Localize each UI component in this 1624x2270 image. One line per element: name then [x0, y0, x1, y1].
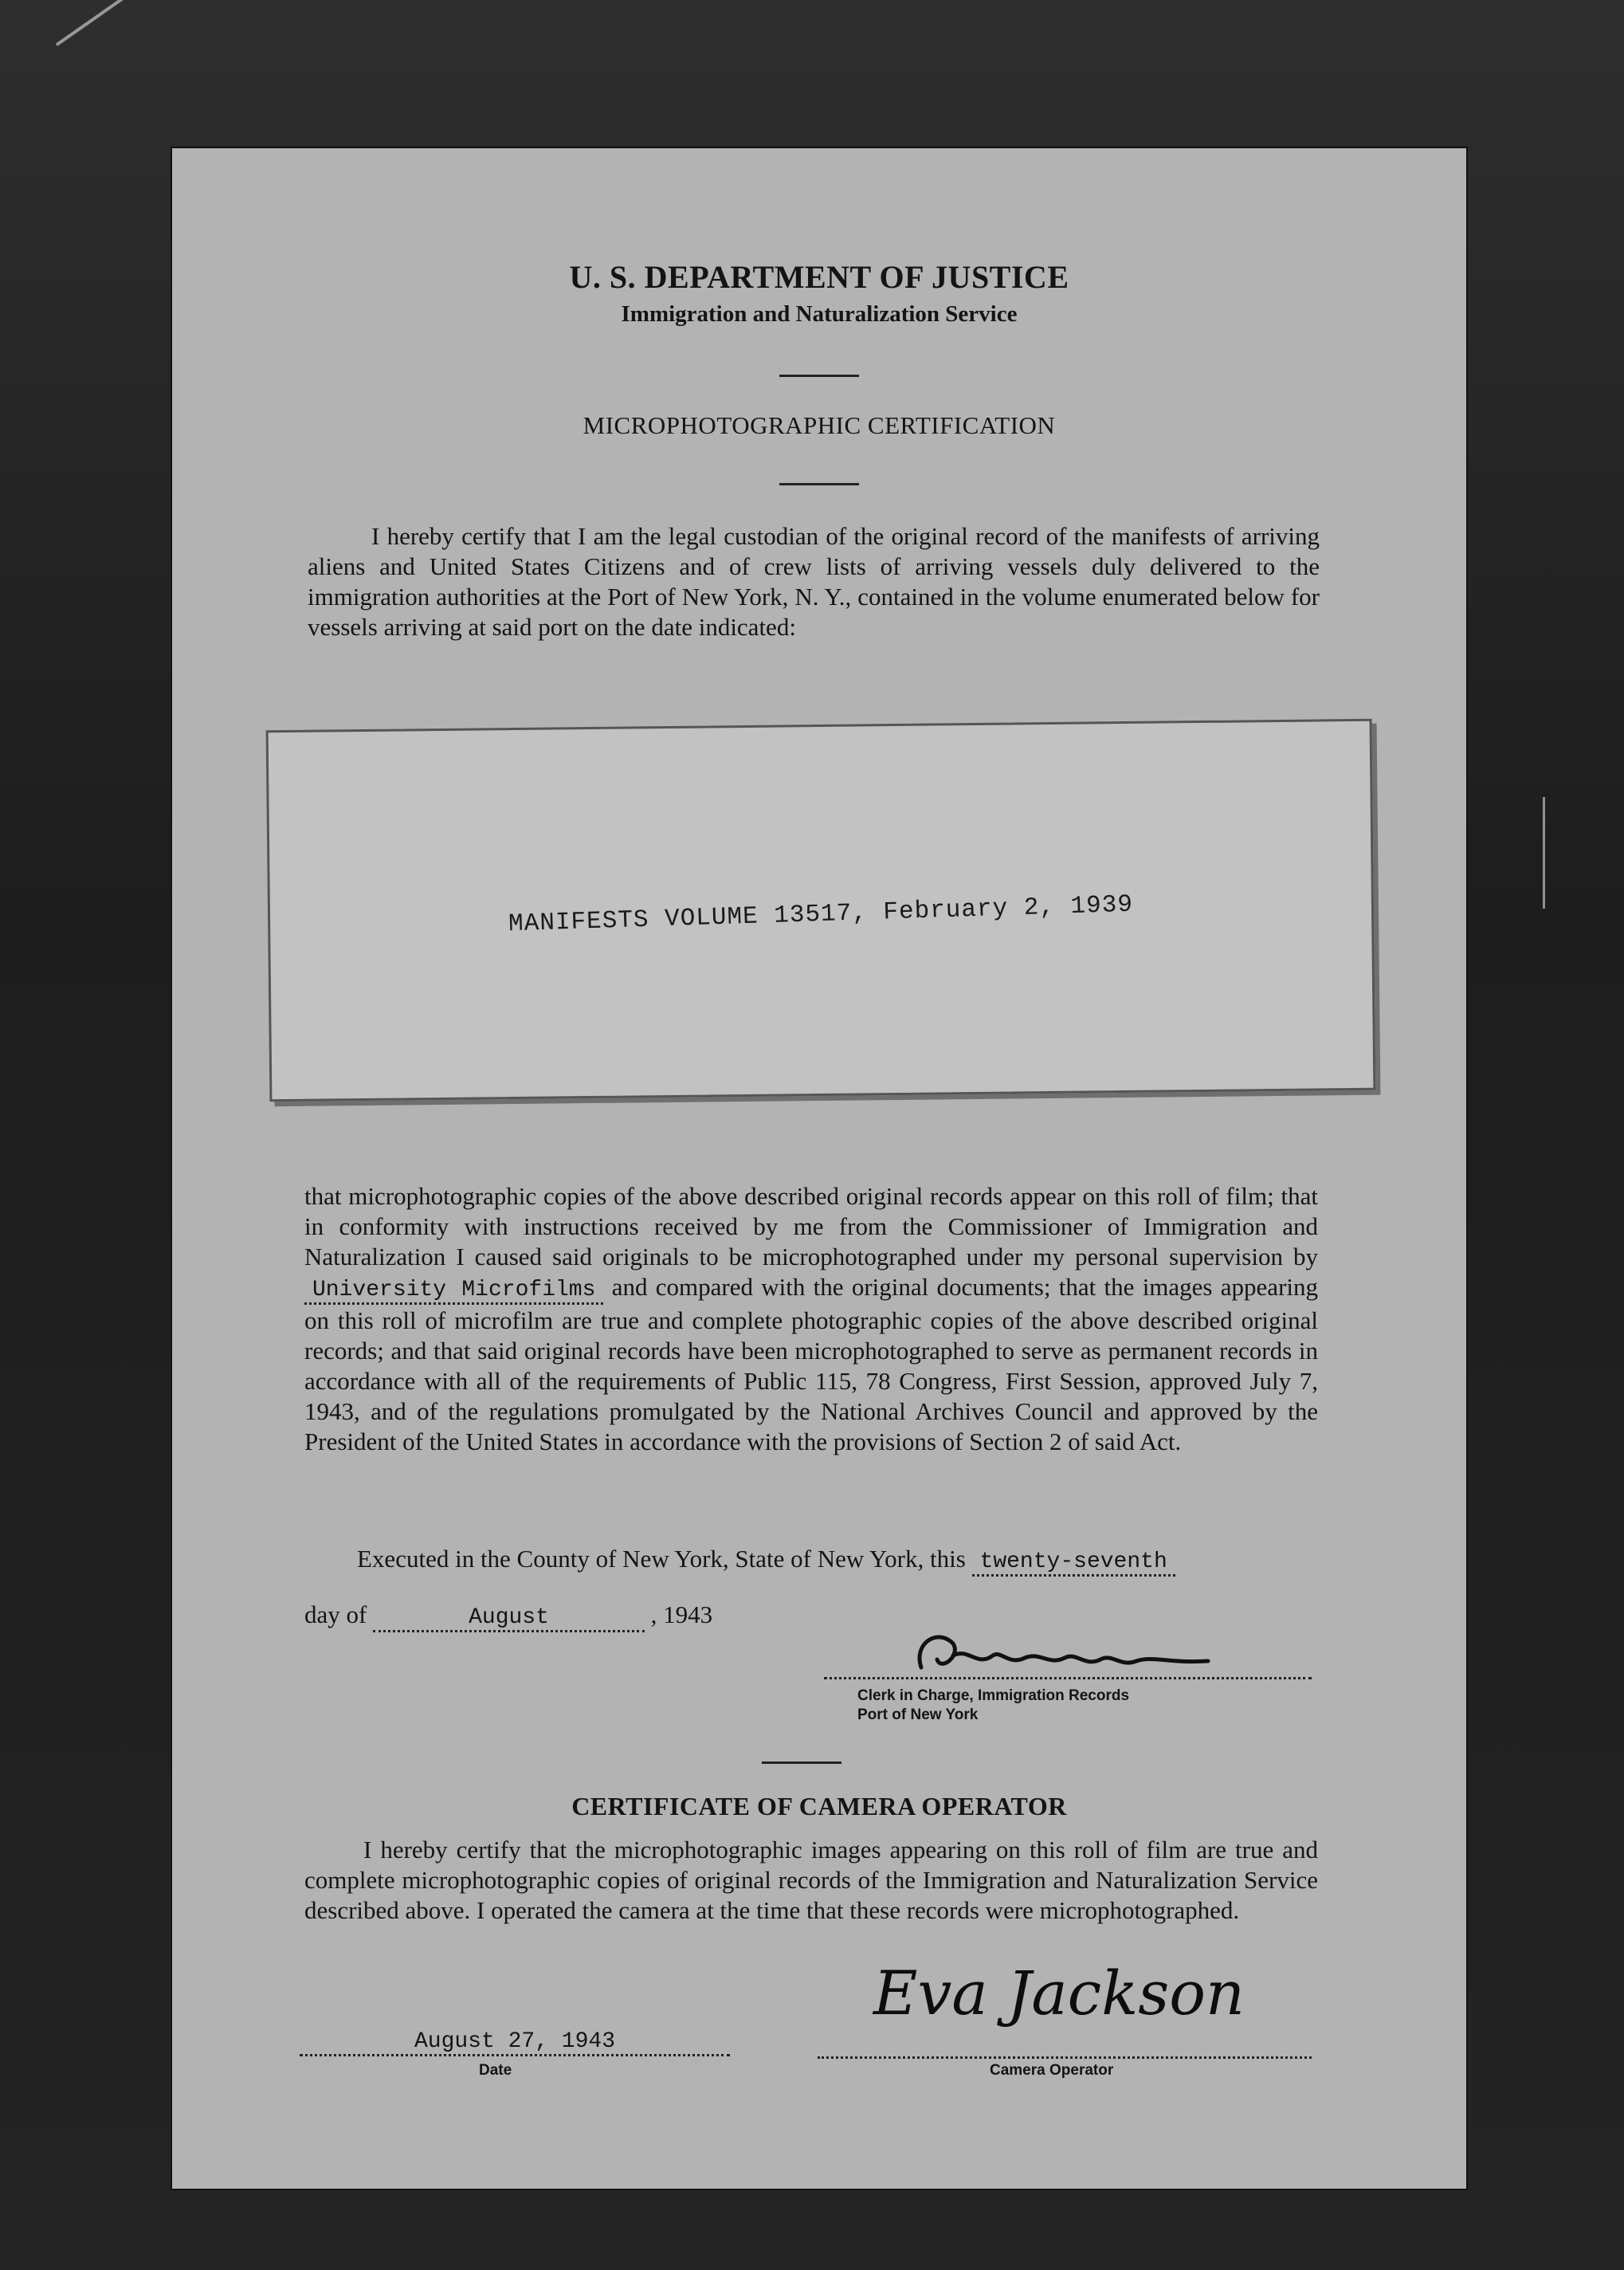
- clerk-signature: [905, 1612, 1240, 1691]
- clerk-title-line1: Clerk in Charge, Immigration Records: [857, 1687, 1130, 1704]
- paragraph2-part1: that microphotographic copies of the above described original records appear on this roll of film; that in conformity with instructions received by me from the Commissioner of Immigration and Naturalization I caused said originals to be microphotographed under my personal supervision by: [304, 1182, 1318, 1270]
- divider: [762, 1761, 841, 1764]
- form-title: MICROPHOTOGRAPHIC CERTIFICATION: [583, 411, 1056, 439]
- clerk-title: [857, 1687, 1129, 1725]
- camera-operator-paragraph: I hereby certify that the microphotographic images appearing on this roll of film are true and complete microphotographic copies of original records of the Immigration and Naturalization Service described above. I operated the camera at the time that these records were microphotographed.: [304, 1836, 1318, 1924]
- executed-day-field: twenty-seventh: [972, 1549, 1175, 1577]
- operator-label: Camera Operator: [990, 2062, 1114, 2079]
- paragraph2-part2: and compared with the original documents; that the images appearing on this roll of microfilm are true and complete photographic copies of the above described original records; and that said original records have been microphotographed to serve as permanent records in accordance with all of the requirements of Public 115, 78 Congress, First Session, approved July 7, 1943, and of the regulations promulgated by the National Archives Council and approved by the President of the United States in accordance with the provisions of Section 2 of said Act.: [304, 1273, 1319, 1455]
- certificate-page: [172, 148, 1466, 2189]
- volume-label-slip: [266, 719, 1376, 1102]
- service-heading: Immigration and Naturalization Service: [621, 301, 1018, 327]
- volume-label: MANIFESTS VOLUME 13517, February 2, 1939: [508, 890, 1134, 939]
- day-of-line: [304, 1600, 712, 1630]
- date-label: Date: [479, 2062, 512, 2079]
- day-of-prefix: day of: [304, 1600, 367, 1628]
- operator-signature: Eva Jackson: [873, 1958, 1245, 2028]
- executed-prefix: Executed in the County of New York, State of New York, this: [357, 1545, 966, 1573]
- executed-month-field: August: [373, 1605, 645, 1632]
- film-scratch: [1543, 797, 1545, 909]
- divider: [779, 375, 859, 377]
- executed-year: , 1943: [650, 1600, 713, 1628]
- certification-paragraph: I hereby certify that I am the legal custodian of the original record of the manifests of arriving aliens and United States Citizens and of crew lists of arriving vessels duly delivered to the immigration authorities at the Port of New York, N. Y., contained in the volume enumerated below for vessels arriving at said port on the date indicated:: [308, 522, 1320, 641]
- clerk-title-line2: Port of New York: [857, 1706, 979, 1723]
- camera-operator-heading: CERTIFICATE OF CAMERA OPERATOR: [571, 1792, 1067, 1820]
- certification-paragraph-2: [304, 1181, 1318, 1457]
- divider: [779, 483, 859, 485]
- supervisor-field: University Microfilms: [304, 1278, 603, 1305]
- operator-signature-line: [818, 2056, 1312, 2059]
- date-field: August 27, 1943: [300, 2029, 730, 2056]
- executed-line: [357, 1545, 1175, 1574]
- department-heading: U. S. DEPARTMENT OF JUSTICE: [569, 259, 1069, 295]
